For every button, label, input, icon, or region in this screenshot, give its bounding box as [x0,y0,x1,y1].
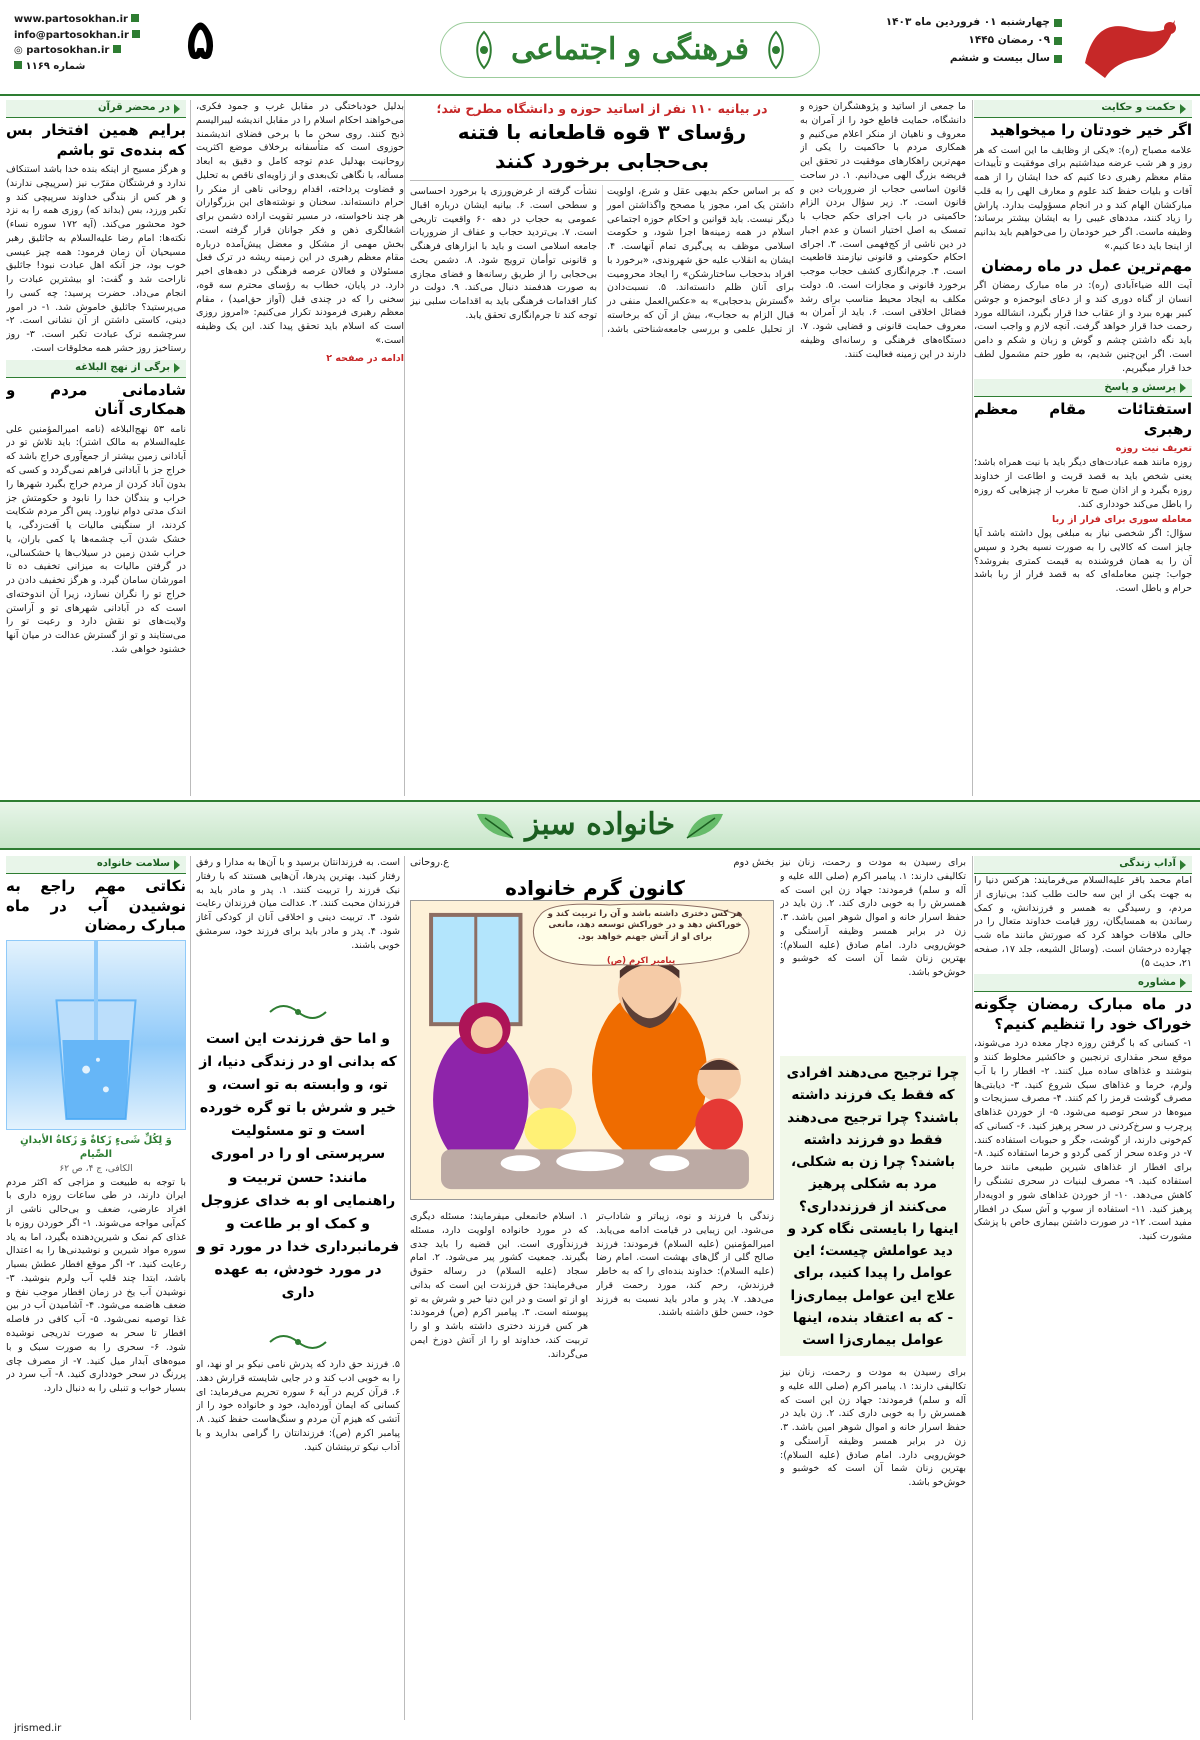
date-solar: چهارشنبه ۰۱ فروردین ماه ۱۴۰۳ [885,16,1050,28]
section-title: فرهنگی و اجتماعی [510,32,750,68]
page-number: ۵ [186,7,216,71]
strip-qa: پرسش و پاسخ [974,379,1192,397]
column-statement-part1 [800,100,966,796]
strip-nahj: برگی از نهج البلاغه [6,360,186,378]
body-family-left-1: است. به فرزندانتان برسید و با آن‌ها به مدارا و رفق رفتار کنید. بهترین پدرها، آن‌هایی هستند که با رفتار نیک فرزند را تربیت کنند. ۱. پدر و مادر باید به فرزندان محبت کنند. ۲. عدالت میان فرزندان رعایت شود. ۳. تربیت دینی و اخلاقی آنان از کودکی آغاز شود. ۴. پدر و مادر باید برای فرزند خود، سرمشق خوبی باشند. [196,857,400,951]
body-usury: سؤال: اگر شخصی نیاز به مبلغی پول داشته باشد آیا جایز است که کالایی را به صورت نسیه بخرد و سپس آن را به همان فروشنده به قیمت کمتری بفروشد؟ جواب: چنین معامله‌ای که به قصد فرار از ربا باشد حرام و باطل است. [974,528,1192,595]
body-family-left-2: ۵. فرزند حق دارد که پدرش نامی نیکو بر او نهد، او را به خوبی ادب کند و در جایی شایسته قرارش دهد. ۶. قرآن کریم در آیه ۶ سوره تحریم می‌فرماید: ای کسانی که ایمان آورده‌اید، خود و خانواده خود را از آتشی که هیزم آن مردم و سنگ‌هاست حفظ کنید. ۸. پیامبر اکرم (ص): فرزندانتان را گرامی بدارید و با آداب نیکو تربیتشان کنید. [196,1359,400,1453]
column-divider [404,856,405,1720]
leaf-icon [475,810,515,840]
water-photo [6,940,186,1130]
strip-health: سلامت خانواده [6,856,186,874]
family-title[interactable]: کانون گرم خانواده [505,876,685,900]
body-family-mid-1: ۱. اسلام خانمعلی میفرمایند: مسئله دیگری که در مورد خانواده اولویت دارد، مسئله فرزندآوری است. این قضیه را باید جدی بگیرند. جمعیت کشور پیر می‌شود. ۲. امام سجاد (علیه السلام) در رساله حقوق می‌فرمایند: حق فرزندت این است که بدانی او از تو است و در این دنیا خیر و شرش به تو پیوسته است. ۳. پیامبر اکرم (ص) فرمودند: هر کس فرزند دختری داشته باشد و او را تربیت کند، خداوند او را از آتش دوزخ ایمن می‌گرداند. [410,1211,588,1360]
column-divider [972,856,973,1720]
body-quran: و هرگز مسیح از اینکه بنده خدا باشد استنکاف ندارد و فرشتگان مقرّب نیز (سرپیچی ندارند) و هر کس از بندگی خداوند سرپیچی کند و تکبر ورزد، بس (بداند که) روزی همه را به نزد خود محشور می‌کند. (آیه ۱۷۲ سوره نساء) نکته‌ها: امام رضا علیه‌السلام به جاثلیق رهبر مسیحیان آن زمان فرمود: همه چیز عیسی خوب بود، جز آنکه اهل عبادت نبود! جاثلیق ناراحت شد و گفت: او بیشترین عبادت را انجام می‌داد. حضرت پرسید: چه کسی را می‌پرستید؟ جاثلیق خاموش شد. ۱- در امور دینی، کاستی داشتن از آن نشانی است. ۲- سرچشمه ترک عبادت تکبر است. ۳- روز رستاخیز روز حشر همه مخلوقات است. [6,164,186,354]
family-body-right-bottom [780,1366,966,1720]
issue-number: شماره ۱۱۶۹ [25,60,86,72]
footer-url[interactable]: jrismed.ir [14,1723,62,1734]
family-section-title: خانواده سبز [524,807,676,843]
column-quran [6,100,186,796]
bullet-icon [131,14,139,22]
column-divider [190,856,191,1720]
column-health [6,856,186,1716]
illustration-quote: هر کس دختری داشته باشد و آن را تربیت کند و خوراکش دهد و در خوراکش توسعه دهد، مانعی برای او از آتش جهنم خواهد بود. [547,909,743,942]
kicker-part: بخش دوم [733,857,774,868]
title-fatwa: استفتائات مقام معظم رهبری [974,400,1192,438]
strip-consult: مشاوره [974,974,1192,992]
volume-year: سال بیست و ششم [949,51,1050,64]
family-illustration [410,900,774,1200]
body-statement-main: که بر اساس حکم بدیهی عقل و شرع، اولویت داشتن یک امر، مجوز یا مصحح واگذاشتن امور دیگر نیست. باید قوانین و احکام حوزه اجتماعی اسلام در همه زمینه‌ها اجرا شود، و حکومت اسلامی موظف به پی‌گیری تمام آنهاست. ۴. ایشان به انقلاب علیه حق شهروندی، «برخورد با افراد بدحجاب ساختارشکن» را ایجاد محرومیت برای آنان ظلم دانسته‌اند. ۵. نسبت‌دادن «گسترش بدحجابی» به «عکس‌العمل منفی در قبال الزام به حجاب»، بیش از آن که برخاسته از تحلیل علمی و بررسی جامعه‌شناختی باشد، نشأت گرفته از غرض‌ورزی یا برخورد احساسی و سطحی است. ۶. بیانیه ایشان درباره اقبال عمومی به حجاب در دهه ۶۰ واقعیت تاریخی است. ۷. بی‌تردید حجاب و عفاف از ضروریات جامعه اسلامی است و باید با ابزارهای فرهنگی و قانونی توأمان ترویج شود. ۸. دشمن بحث بی‌حجابی را از طریق رسانه‌ها و فضای مجازی به صورت هدفمند دنبال می‌کند. ۹. دولت در کنار اقدامات فرهنگی باید به اقدامات سلبی نیز توجه کند تا جرم‌انگاری تحقق یابد. [410,186,794,335]
website-link[interactable]: www.partosokhan.ir [14,14,128,25]
headline-kicker: در بیانیه ۱۱۰ نفر از اساتید حوزه و دانشگاه مطرح شد؛ [436,101,768,116]
column-statement-main [410,100,794,796]
body-statement-part3: بدلیل خودباختگی در مقابل غرب و جمود فکری، می‌خواهند احکام اسلام را در مقابل اندیشه لیبرالیسم ذبح کنند. روی سخن ما با برخی فضلای اندیشمند حوزوی است که متأسفانه برخلاف موضع اکثریت روحانیت بهدلیل عدم توجه کامل و دقیق به ابعاد مسأله، با نگاهی تک‌بعدی و از زاویه‌ای ناقص به تحلیل و قضاوت پرداخته، اقدام روحانی ناهی از منکر را حرام دانسته‌اند. سخنان و نوشته‌های این بزرگواران هر چند ناخواسته، در مسیر تقویت اراده دشمن برای اشغالگری ذهن و فکر جوانان قرار گرفته است. بخش مهمی از مشکل و معضل پیش‌آمده درباره مقام معظم رهبری در این زمینه ریشه در ترک فعل مسئولان و فعالان عرصه فرهنگی در دهه‌های اخیر دارد. در پایان، خطاب به رؤسای محترم سه قوه، سخنی را که در چندی قبل (آواز حق‌امید) ، مقام معظم رهبری فرمودند تکرار می‌کنیم: «امروز روزی است که اسلام باید تحقق پیدا کند. این یک وظیفه است.» [196,101,404,347]
water-glass-icon [7,941,185,1129]
strip-wisdom: حکمت و حکایت [974,100,1192,118]
strip-lifestyle: آداب زندگی [974,856,1192,874]
ornament-icon [268,1000,328,1024]
body-consult: ۱- کسانی که با گرفتن روزه دچار معده درد می‌شوند، موقع سحر مقداری ترنجبین و خاکشیر مخلوط کنند و بنوشند و غذاهای ساده میل کنند. ۲- افطار را با آب ولرم، خرما و غذاهای سبک شروع کنید. ۳- دیابتی‌ها مصرف گوشت قرمز را کم کنند. ۴- مصرف سبزیجات و میوه‌ها در سحر توصیه می‌شود. ۵- از خوردن غذاهای پرچرب و سرخ‌کردنی در سحر پرهیز کنید. ۶- کسانی که کم‌خونی دارند، از گوشت، جگر و حبوبات استفاده کنند. ۷- در وعده سحر از کمی گردو و خرما استفاده کنید. ۸- برای افطار از غذاهای شیرین طبیعی مانند خرما استفاده کنید. ۹- مصرف لبنیات در سحری تشنگی را کاهش می‌دهد. ۱۰- از خوردن غذاهای شور و ادویه‌دار پرهیز کنید. ۱۱- استفاده از سوپ و آش سبک در افطار مفید است. ۱۲- در صورت داشتن بیماری خاص با پزشک مشورت کنید. [974,1038,1192,1243]
body-wisdom-2: آیت الله ضیاءآبادی (ره): در ماه مبارک رمضان اگر انسان از گناه دوری کند و از دعای ابوحمزه و جوشن کبیر بهره ببرد و از عقاب خدا قرار بگیرد، انشالله مورد رحمت خدا قرار خواهد گرفت. آنچه لازم و واجب است، باید نگه داشتن چشم و گوش و زبان و شکم و دامن است. اگر این‌چنین شدیم، به طور حتم مشمول لطف خدا قرار میگیریم. [974,280,1192,374]
body-health: با توجه به طبیعت و مزاجی که اکثر مردم ایران دارند، در طی ساعات روزه داری با افراد عارضی، ضعف و بی‌حالی ناشی از کم‌آبی مواجه می‌شوند. ۱- اگر خوردن روزه با غذای کم نمک و شیرین‌دهنده بگیرد، اما به یاد سوره مواد شیرین و نوشیدنی‌ها را به اعتدال رعایت کنید. ۲- اگر موقع افطار عطش بسیار باشد، ابتدا چند قلپ آب ولرم بنوشید. ۳- نوشیدن آب یخ در زمان افطار موجب نفخ و ضعف هاضمه می‌شود. ۴- آشامیدن آب در بین غذا توصیه نمی‌شود. ۵- آب کافی در فاصله افطار تا سحر به صورت تدریجی نوشیده شود. ۶- سحری را به صورت سبک و با میوه‌های آبدار میل کنید. ۷- از مصرف چای پررنگ در سحر خودداری کنید. ۸- آب سرد در بسیار خواب و تنبلی را به دنبال دارد. [6,1176,186,1395]
body-family-right: برای رسیدن به مودت و رحمت، زنان نیز تکالیفی دارند: ۱. پیامبر اکرم (صلی الله علیه و آله و سلم) فرمودند: جهاد زن این است که همسرش را به خوبی داری کند. ۲. زن باید در حفظ اسرار خانه و اموال شوهر امین باشد. ۳. زن در برابر همسر وظیفه آراستگی و خوش‌رویی دارد. امام صادق (علیه السلام): بهترین زنان شما آن است که خوشبو و خوش‌خو باشد. [780,857,966,979]
bullet-icon [132,30,140,38]
title-wisdom-2: مهم‌ترین عمل در ماه رمضان [981,256,1192,275]
continue-notice[interactable]: ادامه در صفحه ۲ [326,352,404,364]
illustration-quote-source: پیامبر اکرم (ص) [606,956,676,966]
bullet-icon [1054,19,1062,27]
pullquote-right: چرا ترجیح می‌دهند افرادی که فقط یک فرزند داشته باشند؟ چرا ترجیح می‌دهند فقط دو فرزند داشته باشند؟ چرا زن به شکلی، مرد به شکلی پرهیز می‌کنند از فرزندداری؟ اینها را بایستی نگاه کرد و دید عواملش چیست؛ این عوامل را پیدا کنید، برای علاج این عوامل بیماری‌زا - که به اعتقاد بنده، اینها عوامل بیماری‌زا است [786,1065,960,1349]
body-lifestyle: امام محمد باقر علیه‌السلام می‌فرمایند: هرکس دنیا را به جهت یکی از این سه حالت طلب کند: بی‌نیازی از مردم، و رسیدگی به همسر و فرزندانش، و کمک رساندن به همسایگان، روز قیامت خداوند متعال را در حالی ملاقات خواهد کرد که صورتش مانند ماه شب چهارده درخشان است. (وسائل الشیعه، جلد ۱۷، صفحه ۲۱، حدیث ۵) [974,875,1192,969]
family-body-left-bottom [196,1358,400,1720]
ornament-icon [268,1330,328,1354]
family-body-mid-2 [596,1210,774,1720]
family-body-mid-1 [410,1210,588,1720]
column-wisdom [974,100,1192,796]
ornament-icon [471,30,497,70]
email-link[interactable]: info@partosokhan.ir [14,29,129,41]
ornament-icon [763,30,789,70]
health-verse-ref: الکافی، ج ۴، ص ۶۲ [59,1163,133,1174]
body-wisdom-1: علامه مصباح (ره): «یکی از وظایف ما این است که هر روز و هر شب عرضه میداشتیم برای موفقیت و تأییدات مقام معظم رهبری دعا کنیم که خدا ایشان را از همه آفات و بلیات حفظ کند علوم و معارف الهی را به قلب مبارکشان الهام کند و در انجام مسؤولیت بدارد. پاراش را زیاد کنند، مددهای غیبی را به ایشان بیشتر برساند؛ وظیفه ماست. اگر خیر خودمان را می‌خواهیم باید بدانیم از اینجا باید دعا کنیم.» [974,144,1192,252]
body-nahj: نامه ۵۳ نهج‌البلاغه (نامه امیرالمؤمنین علی علیه‌السلام به مالک اشتر): باید تلاش تو در آبادانی زمین بیشتر از جمع‌آوری خراج باشد که خراج جز با آبادانی فراهم نمی‌گردد و کسی که بدون آباد کردن از مردم خراج بگیرد شهرها را خراب و بندگان خدا را نابود و حکومتش جز اندک مدتی دوام نیاورد. پس اگر مردم شکایت کردند، از سنگینی مالیات یا آفت‌زدگی، یا خشک شدن آب چشمه‌ها یا کمی باران، یا خراب شدن زمین در سیلاب‌ها یا خشکسالی، در گرفتن مالیات به میزانی تخفیف ده تا امورشان سامان گیرد. و هرگز تخفیف دادن در خراج تو را نگران نسازد، زیرا آن اندوخته‌ای است که در آبادانی شهرهای تو و آراستن ولایت‌های تو نقش دارد و رعیت تو را می‌ستایند و تو از گسترش عدالت در میان آنها خشنود خواهی شد. [6,423,186,655]
bullet-icon [14,61,22,69]
column-statement-part3 [196,100,404,796]
body-family-right-2: برای رسیدن به مودت و رحمت، زنان نیز تکالیفی دارند: ۱. پیامبر اکرم (صلی الله علیه و آله و سلم) فرمودند: جهاد زن این است که همسرش را به خوبی داری کند. ۲. زن باید در حفظ اسرار خانه و اموال شوهر امین باشد. ۳. زن در برابر همسر وظیفه آراستگی و خوش‌رویی دارد. امام صادق (علیه السلام): بهترین زنان شما آن است که خوشبو و خوش‌خو باشد. [780,1367,966,1489]
date-box [872,14,1062,68]
quote-box-left [196,1028,400,1328]
column-divider [190,100,191,796]
title-wisdom-1: اگر خیر خودتان را میخواهید [989,121,1192,139]
strip-quran: در محضر قرآن [6,100,186,118]
body-fasting-intent: روزه مانند همه عبادت‌های دیگر باید با نیت همراه باشد؛ یعنی شخص باید به قصد قربت و اطاعت از خداوند روزه بگیرد و از اذان صبح تا مغرب از چیزهایی که روزه را باطل می‌کند خودداری کند. [974,457,1192,510]
section-banner [440,22,820,78]
instagram-icon: ◎ [14,45,23,56]
bullet-icon [113,45,121,53]
headline-rule [410,180,794,181]
family-body-right-top [780,856,966,1046]
social-link[interactable]: partosokhan.ir [26,45,110,56]
title-health: نکاتی مهم راجع به نوشیدن آب در ماه مبارک رمضان [6,877,186,934]
family-kickers [410,856,774,876]
quote-box-right [780,1056,966,1356]
title-quran: برایم همین افتخار بس که بنده‌ی تو باشم [6,121,186,159]
body-statement-part1: ما جمعی از اساتید و پژوهشگران حوزه و دانشگاه، حمایت قاطع خود را از آمران به معروف و ناهیان از منکر اعلام می‌کنیم و همکاری مردم با حاکمیت را یکی از مهم‌ترین راهکارهای موفقیت در تحقق این فریضه بزرگ الهی می‌دانیم. ۱. در ساحت قانون اساسی حجاب از ضروریات دین و قانون است. ۲. زیر سؤال بردن الزام حاکمیتی در باب اجرای حکم حجاب با تمسک به اصل اختیار انسان و عدم اجبار در دین ناشی از کج‌فهمی است. ۳. اجرای احکام حکومتی و قانونی نیازمند قاطعیت است. ۴. جرم‌انگاری کشف حجاب موجب برخورد قانونی و مجازات است. ۵. دولت مکلف به ایجاد محیط مناسب برای رشد فضائل اخلاقی است. ۶. باید از آمران به معروف حمایت قانونی و قضایی شود. ۷. دستگاه‌های فرهنگی و رسانه‌ای وظیفه دارند در این زمینه فعالیت کنند. [800,101,966,360]
logo-icon [1070,8,1190,88]
family-section-banner [0,800,1200,850]
family-body-left-top [196,856,400,996]
title-consult: در ماه مبارک رمضان چگونه خوراک خود را تنظیم کنیم؟ [974,995,1192,1033]
bullet-icon [1054,55,1062,63]
health-verse: وَ لِکُلِّ شَیءٍ زَکاةٌ وَ زَکاةُ الأبدانِ الصِّیام [20,1134,172,1160]
column-divider [972,100,973,796]
pullquote-left: و اما حق فرزندت این است که بدانی او در زندگی دنیا، از تو، و وابسته به تو است، و خیر و شرش با تو گره خورده است و تو مسئولیت سرپرستی او را در اموری مانند: حسن تربیت و راهنمایی او به خدای عزوجل و کمک او بر طاعت و فرمانبرداری خدا در مورد تو و در مورد خودش، به عهده داری [196,1031,400,1302]
body-family-mid-2: زندگی با فرزند و نوه، زیباتر و شاداب‌تر می‌شود. این زیبایی در قیامت ادامه می‌یابد. امیرالمؤمنین (علیه السلام) فرمودند: فرزند صالح گلی از گل‌های بهشت است. امام رضا (علیه السلام): خداوند بنده‌ای را که به خاطر فرزندش، رحم کند، مورد رحمت قرار می‌دهد. ۷. پدر و مادر باید نسبت به فرزند خود، حسن خلق داشته باشند. [596,1211,774,1319]
subtitle-usury: معامله سوری برای فرار از ربا [1052,514,1192,526]
leaf-icon [685,810,725,840]
contact-box [14,12,184,74]
bullet-icon [1054,37,1062,45]
column-divider [404,100,405,796]
newspaper-logo[interactable] [1070,8,1190,88]
family-drawing-icon [411,901,773,1199]
kicker-author: ع.روحانی [410,857,450,868]
date-lunar: ۰۹ رمضان ۱۴۴۵ [968,33,1050,46]
title-nahj: شادمانی مردم و همکاری آنان [6,380,186,419]
column-lifestyle [974,856,1192,1720]
subtitle-fasting-intent: تعریف نیت روزه [1115,443,1192,455]
main-headline[interactable]: رؤسای ۳ قوه قاطعانه با فتنه بی‌حجابی برخورد کنند [457,120,747,174]
